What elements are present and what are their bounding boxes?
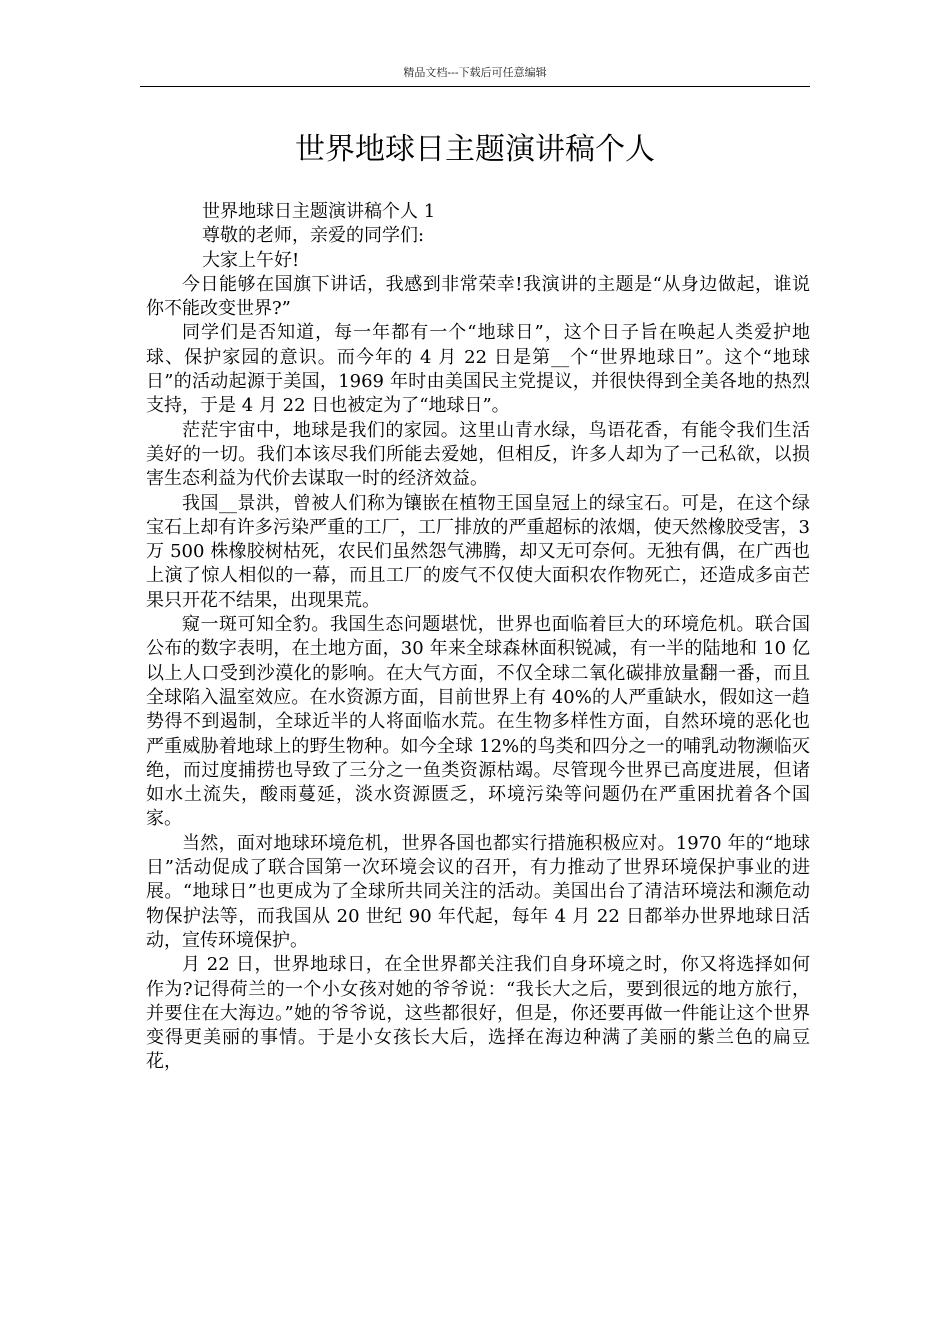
header-divider <box>140 86 810 87</box>
paragraph: 同学们是否知道，每一年都有一个“地球日”，这个日子旨在唤起人类爱护地球、保护家园的意识。而今年的 4 月 22 日是第__个“世界地球日”。这个“地球日”的活动起源于美国，1969 年时由美国民主党提议，并很快得到全美各地的热烈支持，于是 4 月 22 日也被定为了“地球日”。 <box>146 322 810 417</box>
paragraph: 窥一斑可知全豹。我国生态问题堪忧，世界也面临着巨大的环境危机。联合国公布的数字表明，在土地方面，30 年来全球森林面积锐减，有一半的陆地和 10 亿以上人口受到沙漠化的影响。在大气方面，不仅全球二氧化碳排放量翻一番，而且全球陷入温室效应。在水资源方面，目前世界上有 40%的人严重缺水，假如这一趋势得不到遏制，全球近半的人将面临水荒。在生物多样性方面，自然环境的恶化也严重威胁着地球上的野生物种。如今全球 12%的鸟类和四分之一的哺乳动物濒临灭绝，而过度捕捞也导致了三分之一鱼类资源枯竭。尽管现今世界已高度进展，但诸如水土流失，酸雨蔓延，淡水资源匮乏，环境污染等问题仍在严重困扰着各个国家。 <box>146 614 810 830</box>
intro-line-greeting: 大家上午好! <box>202 249 300 271</box>
intro-line-salutation: 尊敬的老师，亲爱的同学们: <box>202 225 425 247</box>
paragraph: 今日能够在国旗下讲话，我感到非常荣幸!我演讲的主题是“从身边做起，谁说你不能改变世界?” <box>146 273 810 320</box>
document-body <box>146 200 810 1075</box>
paragraph: 茫茫宇宙中，地球是我们的家园。这里山青水绿，鸟语花香，有能令我们生活美好的一切。我们本该尽我们所能去爱她，但相反，许多人却为了一己私欲，以损害生态利益为代价去谋取一时的经济效益。 <box>146 419 810 490</box>
intro-line-title: 世界地球日主题演讲稿个人 1 <box>202 201 436 222</box>
document-title: 世界地球日主题演讲稿个人 <box>295 132 655 167</box>
paragraph: 月 22 日，世界地球日，在全世界都关注我们自身环境之时，你又将选择如何作为?记得荷兰的一个小女孩对她的爷爷说：“我长大之后，要到很远的地方旅行，并要住在大海边。”她的爷爷说，这些都很好，但是，你还要再做一件能让这个世界变得更美丽的事情。于是小女孩长大后，选择在海边种满了美丽的紫兰色的扁豆花， <box>146 954 810 1073</box>
paragraph: 我国__景洪，曾被人们称为镶嵌在植物王国皇冠上的绿宝石。可是，在这个绿宝石上却有许多污染严重的工厂，工厂排放的严重超标的浓烟，使天然橡胶受害，3 万 500 株橡胶树枯死，农民们虽然怨气沸腾，却又无可奈何。无独有偶，在广西也上演了惊人相似的一幕，而且工厂的废气不仅使大面积农作物死亡，还造成多亩芒果只开花不结果，出现果荒。 <box>146 492 810 611</box>
page-header-note: 精品文档---下载后可任意编辑 <box>403 66 547 79</box>
paragraph: 当然，面对地球环境危机，世界各国也都实行措施积极应对。1970 年的“地球日”活动促成了联合国第一次环境会议的召开，有力推动了世界环境保护事业的进展。“地球日”也更成为了全球所共同关注的活动。美国出台了清洁环境法和濒危动物保护法等，而我国从 20 世纪 90 年代起，每年 4 月 22 日都举办世界地球日活动，宣传环境保护。 <box>146 832 810 951</box>
